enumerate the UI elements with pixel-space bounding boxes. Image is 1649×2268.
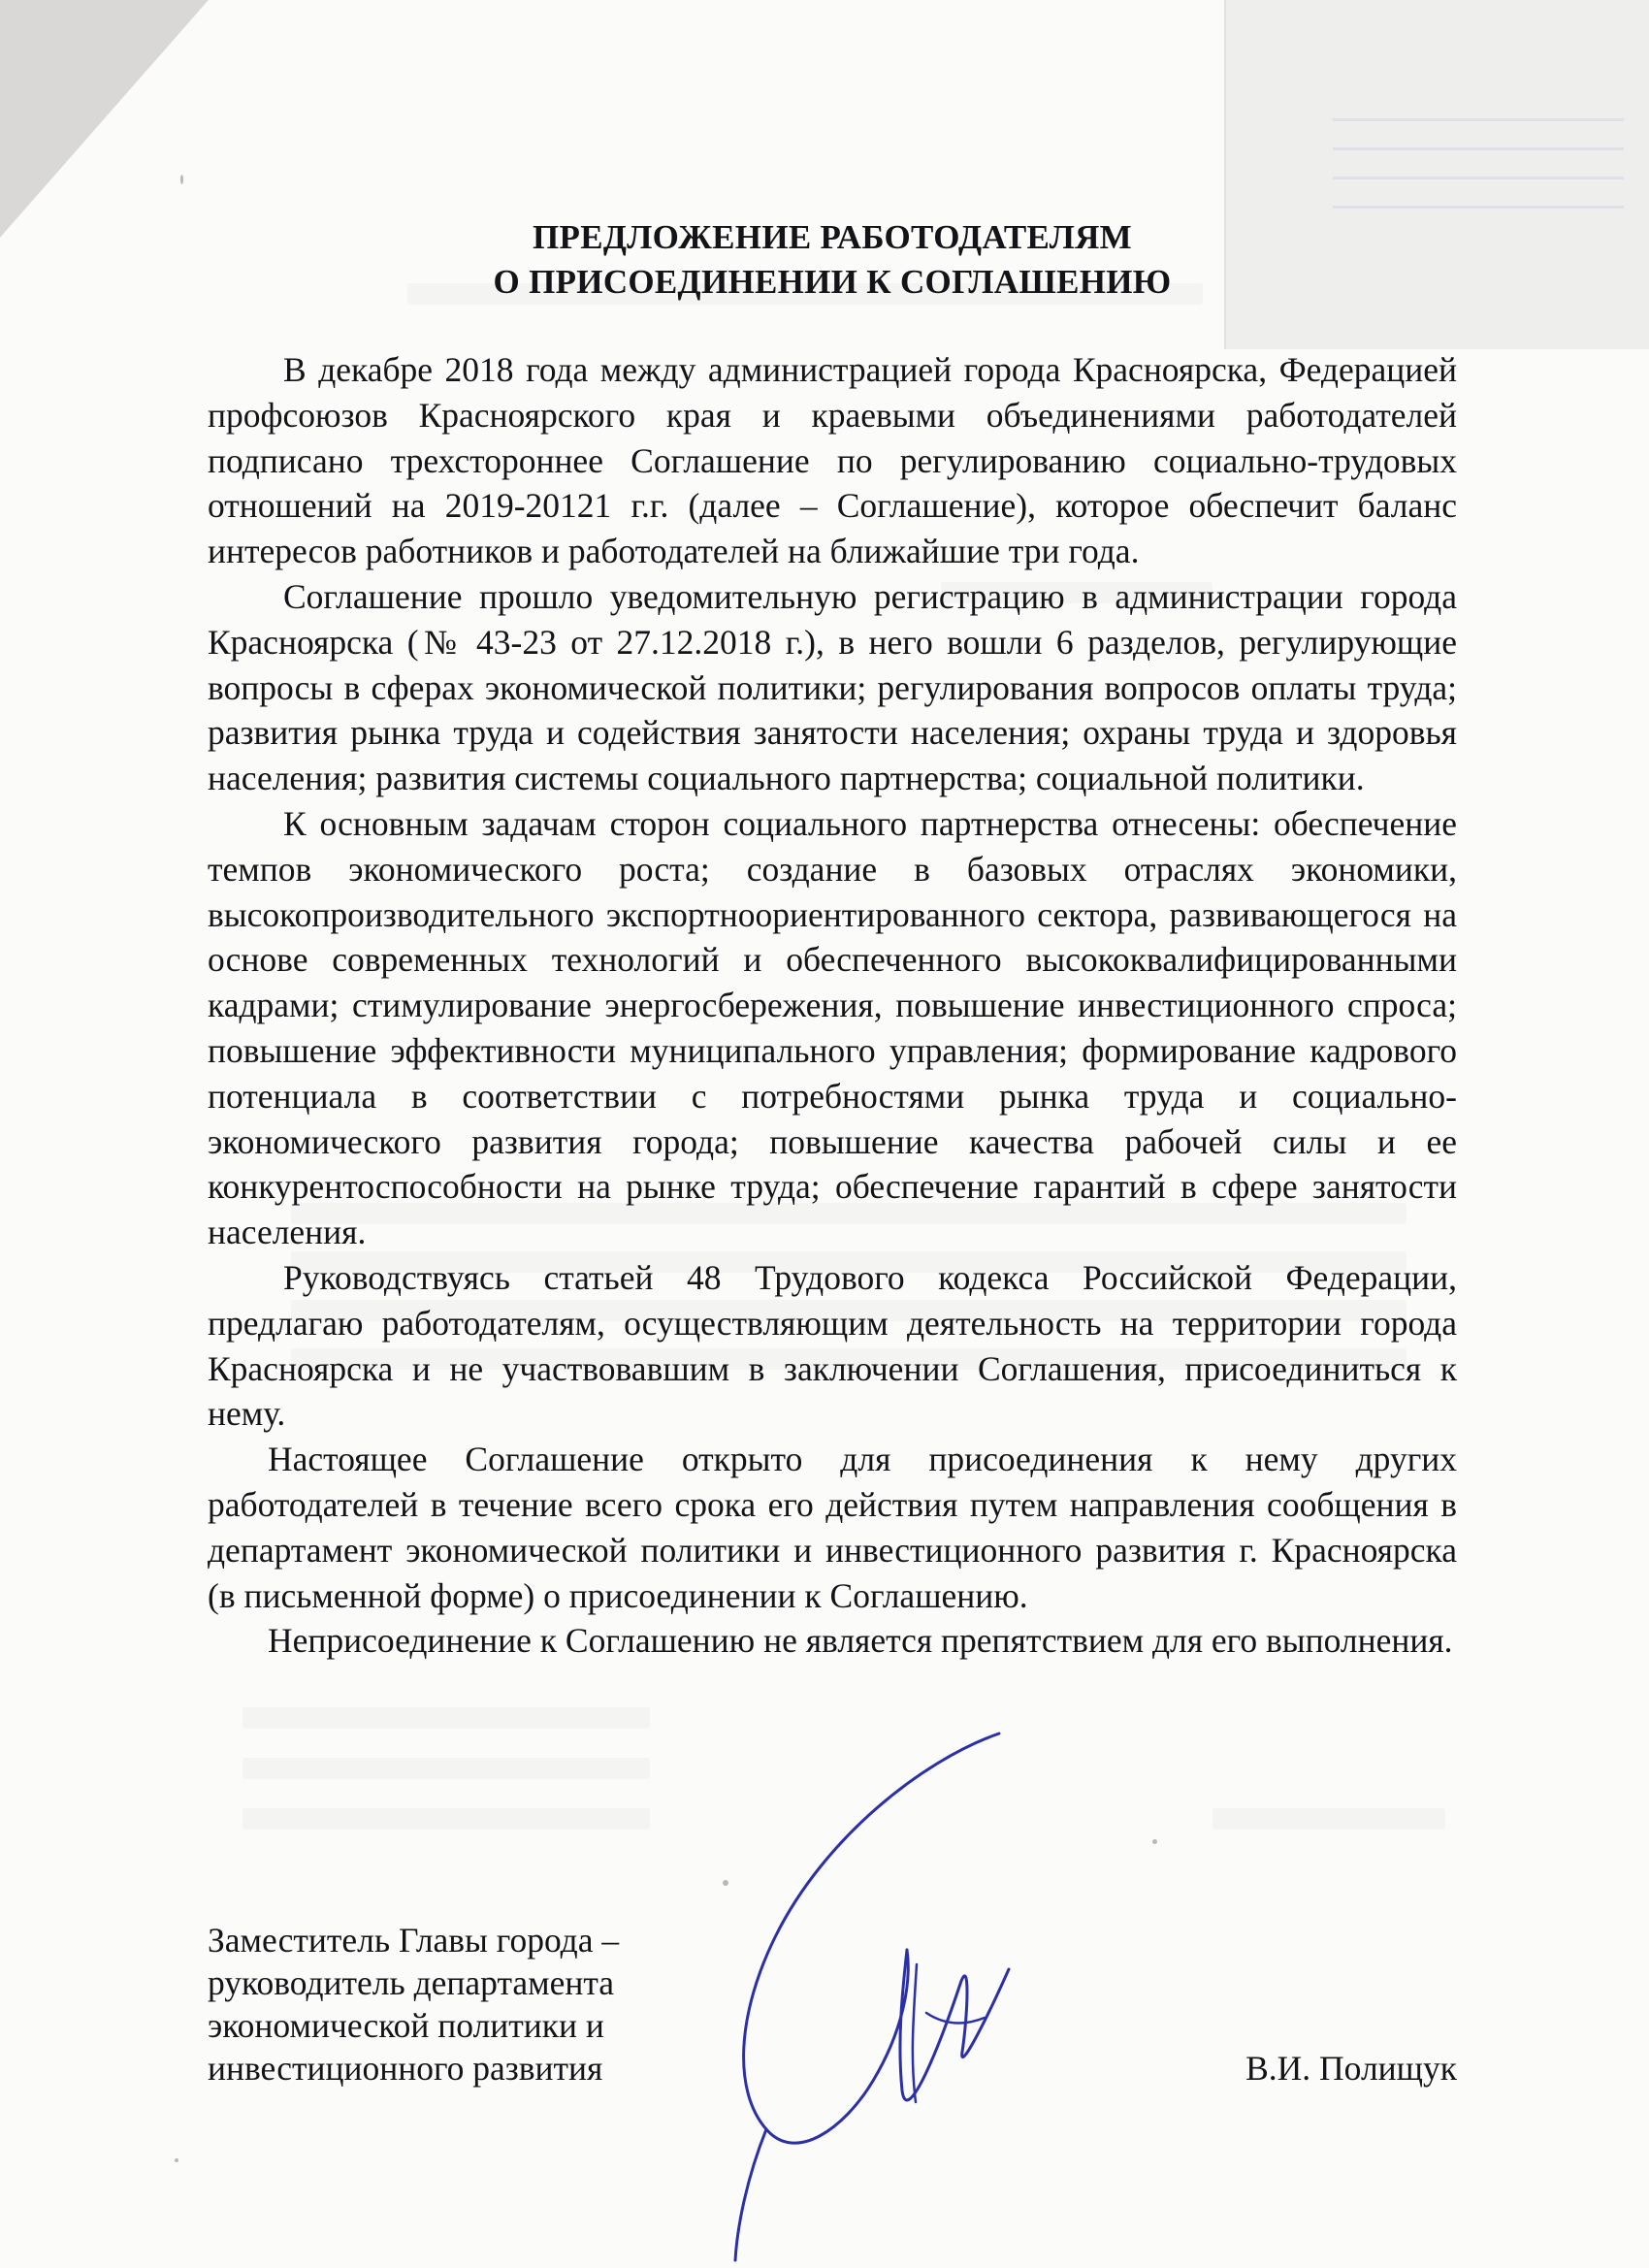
paragraph-registration: Соглашение прошло уведомительную регистрацию в администрации города Красноярска (№ 43-23 от 27.12.2018 г.), в него вошли 6 разделов, регулирующие вопросы в сферах экономической политики; регулирования вопросов оплаты труда; развития рынка труда и содействия занятости населения; охраны труда и здоровья населения; развития системы социального партнерства; социальной политики.	[208, 576, 1457, 798]
paragraph-open-for-joining: Настоящее Соглашение открыто для присоединения к нему других работодателей в течение всего срока его действия путем направления сообщения в департамент экономической политики и инвестиционного развития г. Красноярска (в письменной форме) о присоединении к Соглашению.	[208, 1440, 1457, 1615]
position-line-3: экономической политики и	[208, 2006, 604, 2045]
title-line-2: О ПРИСОЕДИНЕНИИ К СОГЛАШЕНИЮ	[493, 263, 1172, 301]
position-line-1: Заместитель Главы города –	[208, 1921, 620, 1960]
signature-block	[208, 1919, 1457, 2090]
document-title	[208, 215, 1457, 305]
signatory-name: В.И. Полищук	[1245, 2049, 1457, 2088]
paragraph-agreement-signed: В декабре 2018 года между администрацией города Красноярска, Федерацией профсоюзов Красноярского края и краевыми объединениями работодателей подписано трехстороннее Соглашение по регулированию социально-трудовых отношений на 2019-20121 г.г. (далее – Соглашение), которое обеспечит баланс интересов работников и работодателей на ближайшие три года.	[208, 350, 1457, 571]
position-line-4: инвестиционного развития	[208, 2049, 603, 2088]
paragraph-non-joining: Неприсоединение к Соглашению не является препятствием для его выполнения.	[268, 1621, 1453, 1661]
letter-body	[208, 215, 1457, 1664]
paragraph-labor-code: Руководствуясь статьей 48 Трудового кодекса Российской Федерации, предлагаю работодателям, осуществляющим деятельность на территории города Красноярска и не участвовавшим в заключении Соглашения, присоединиться к нему.	[208, 1257, 1457, 1434]
paragraph-main-tasks: К основным задачам сторон социального партнерства отнесены: обеспечение темпов экономического роста; создание в базовых отраслях экономики, высокопроизводительного экспортноориентированного сектора, развивающегося на основе современных технологий и обеспеченного высококвалифицированными кадрами; стимулирование энергосбережения, повышение инвестиционного спроса; повышение эффективности муниципального управления; формирование кадрового потенциала в соответствии с потребностями рынка труда и социально-экономического развития города; повышение качества рабочей силы и ее конкурентоспособности на рынке труда; обеспечение гарантий в сфере занятости населения.	[208, 803, 1457, 1252]
title-line-1: ПРЕДЛОЖЕНИЕ РАБОТОДАТЕЛЯМ	[532, 218, 1133, 256]
position-line-2: руководитель департамента	[208, 1963, 615, 2002]
